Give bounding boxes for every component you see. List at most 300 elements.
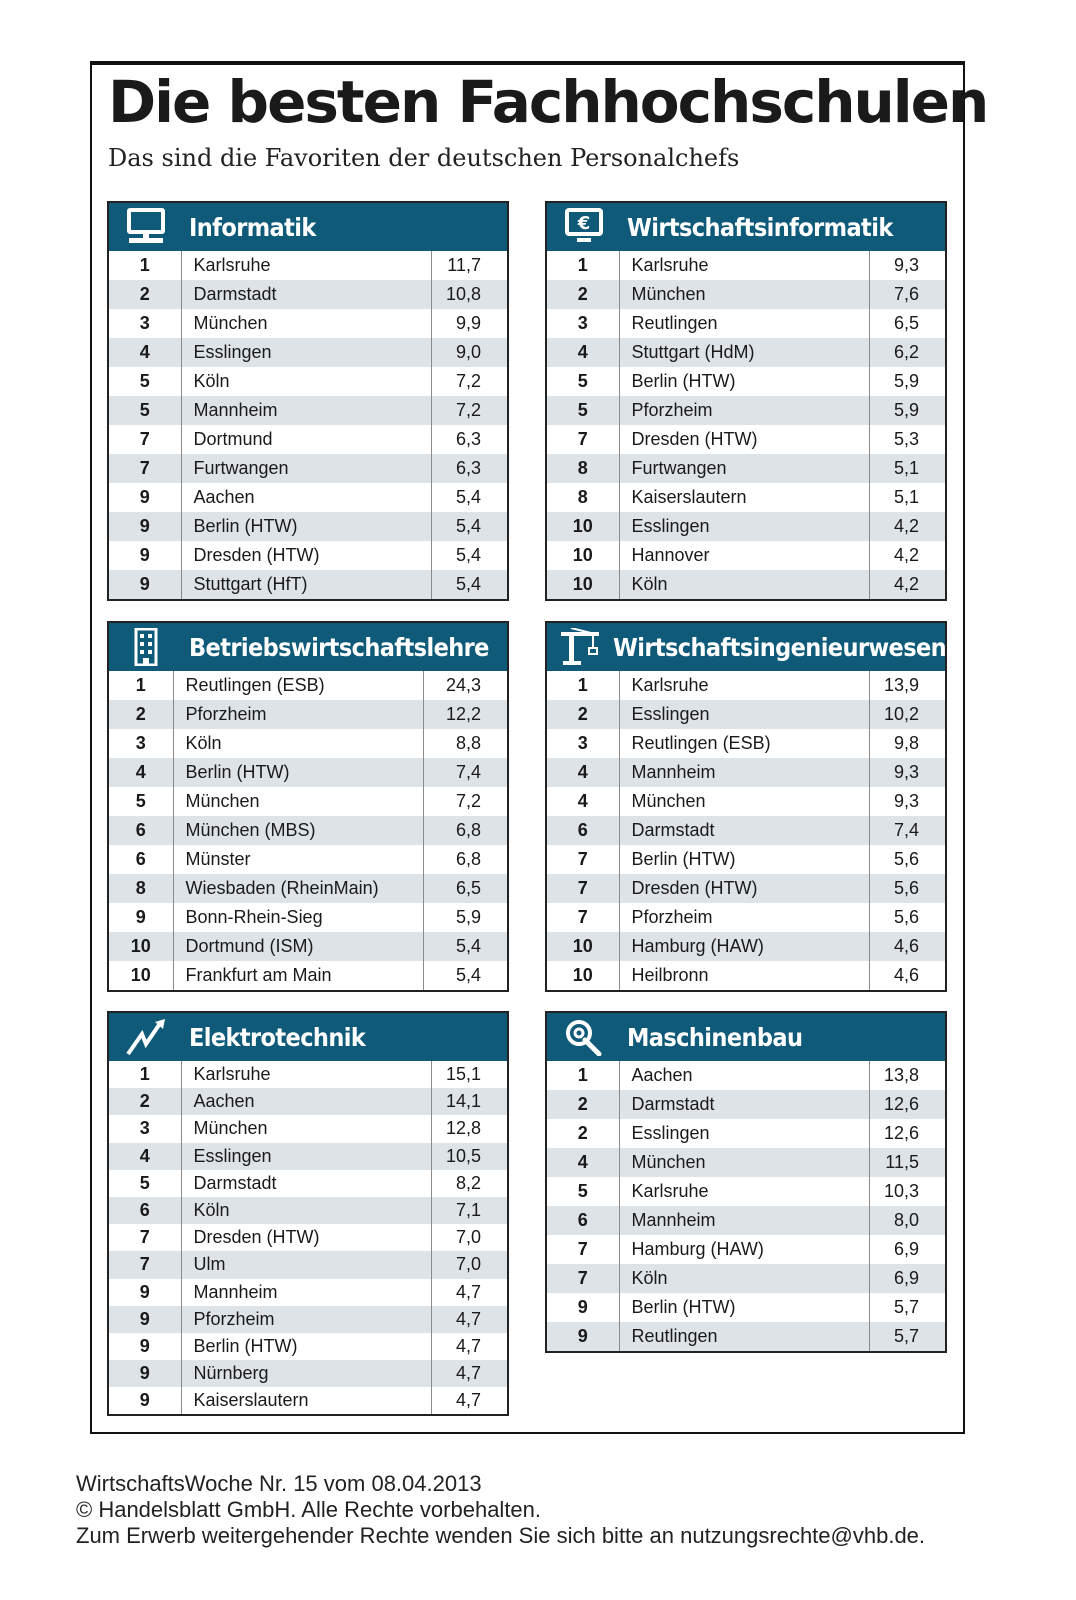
university-cell: Wiesbaden (RheinMain) bbox=[173, 874, 423, 903]
score-cell: 5,4 bbox=[431, 570, 507, 599]
footer-rights: Zum Erwerb weitergehender Rechte wenden Sie sich bitte an nutzungsrechte@vhb.de. bbox=[76, 1523, 926, 1548]
rank-cell: 7 bbox=[547, 874, 619, 903]
score-cell: 7,4 bbox=[869, 816, 945, 845]
rank-cell: 9 bbox=[109, 1306, 181, 1333]
university-cell: Berlin (HTW) bbox=[619, 1293, 869, 1322]
table-row bbox=[109, 1115, 507, 1142]
table-row bbox=[109, 1387, 507, 1414]
score-cell: 14,1 bbox=[431, 1088, 507, 1115]
score-cell: 6,9 bbox=[893, 1239, 919, 1259]
computer-icon bbox=[121, 206, 171, 248]
table-row bbox=[109, 903, 507, 932]
score-cell: 9,0 bbox=[431, 338, 507, 367]
score-cell: 7,4 bbox=[423, 758, 507, 787]
footer-source: WirtschaftsWoche Nr. 15 vom 08.04.2013 bbox=[76, 1471, 482, 1496]
rank-cell: 8 bbox=[547, 483, 619, 512]
rank-cell: 10 bbox=[109, 961, 173, 990]
table-row bbox=[547, 425, 945, 454]
rank-cell: 6 bbox=[547, 1206, 619, 1235]
rank-cell: 7 bbox=[547, 903, 619, 932]
score-cell: 7,6 bbox=[869, 280, 945, 309]
score-cell: 10,8 bbox=[431, 280, 507, 309]
table-row bbox=[109, 367, 507, 396]
university-cell: Köln bbox=[181, 367, 431, 396]
table-row bbox=[547, 570, 945, 599]
rank-cell: 9 bbox=[109, 1279, 181, 1306]
rank-cell: 9 bbox=[109, 1387, 181, 1414]
rank-cell: 9 bbox=[109, 570, 181, 599]
rank-cell: 1 bbox=[109, 671, 173, 700]
table-row bbox=[109, 541, 507, 570]
university-cell: Pforzheim bbox=[181, 1306, 431, 1333]
svg-text:€: € bbox=[577, 213, 591, 234]
score-cell: 5,4 bbox=[455, 487, 481, 507]
table-row bbox=[109, 512, 507, 541]
table-row bbox=[109, 845, 507, 874]
university-cell: Pforzheim bbox=[619, 396, 869, 425]
table-row bbox=[547, 1235, 945, 1264]
rank-cell: 10 bbox=[547, 512, 619, 541]
rank-cell: 7 bbox=[109, 1251, 181, 1278]
table-row bbox=[109, 758, 507, 787]
rank-cell: 7 bbox=[109, 454, 181, 483]
table-row bbox=[547, 1061, 945, 1090]
university-cell: München bbox=[619, 787, 869, 816]
score-cell: 5,4 bbox=[423, 932, 507, 961]
rank-cell: 5 bbox=[109, 787, 173, 816]
ranking-table bbox=[547, 671, 945, 990]
university-cell: Dortmund bbox=[181, 425, 431, 454]
score-cell: 24,3 bbox=[445, 675, 481, 695]
score-cell: 5,4 bbox=[431, 512, 507, 541]
university-cell: Hannover bbox=[619, 541, 869, 570]
table-row bbox=[547, 1264, 945, 1293]
university-cell: Esslingen bbox=[619, 700, 869, 729]
rank-cell: 10 bbox=[547, 570, 619, 599]
score-cell: 9,8 bbox=[893, 733, 919, 753]
university-cell: Berlin (HTW) bbox=[173, 758, 423, 787]
table-row bbox=[109, 1224, 507, 1251]
university-cell: Stuttgart (HfT) bbox=[181, 570, 431, 599]
table-row bbox=[109, 1088, 507, 1115]
rank-cell: 7 bbox=[547, 1264, 619, 1293]
score-cell: 5,6 bbox=[869, 874, 945, 903]
university-cell: Karlsruhe bbox=[619, 671, 869, 700]
table-row bbox=[109, 251, 507, 280]
table-row bbox=[547, 454, 945, 483]
table-row bbox=[547, 845, 945, 874]
university-cell: Berlin (HTW) bbox=[619, 367, 869, 396]
table-row bbox=[547, 874, 945, 903]
rank-cell: 7 bbox=[547, 1235, 619, 1264]
footer-copyright: © Handelsblatt GmbH. Alle Rechte vorbehalten. bbox=[76, 1497, 542, 1522]
panel-title: Wirtschaftsinformatik bbox=[627, 212, 893, 242]
university-cell: Mannheim bbox=[619, 758, 869, 787]
university-cell: Mannheim bbox=[181, 1279, 431, 1306]
rank-cell: 10 bbox=[547, 932, 619, 961]
table-row bbox=[547, 396, 945, 425]
panel-elektrotechnik bbox=[107, 1011, 509, 1416]
rank-cell: 6 bbox=[547, 816, 619, 845]
table-row bbox=[109, 396, 507, 425]
university-cell: Kaiserslautern bbox=[619, 483, 869, 512]
score-cell: 7,2 bbox=[455, 791, 481, 811]
table-row bbox=[547, 932, 945, 961]
table-row bbox=[547, 512, 945, 541]
score-cell: 12,2 bbox=[423, 700, 507, 729]
rank-cell: 6 bbox=[109, 1197, 181, 1224]
rank-cell: 4 bbox=[547, 1148, 619, 1177]
score-cell: 5,1 bbox=[869, 454, 945, 483]
table-row bbox=[109, 309, 507, 338]
table-row bbox=[109, 338, 507, 367]
university-cell: Heilbronn bbox=[619, 961, 869, 990]
table-row bbox=[547, 729, 945, 758]
university-cell: Münster bbox=[173, 845, 423, 874]
score-cell: 9,9 bbox=[455, 313, 481, 333]
table-row bbox=[547, 338, 945, 367]
rank-cell: 7 bbox=[547, 845, 619, 874]
lightning-icon bbox=[121, 1016, 171, 1058]
panel-header bbox=[547, 623, 945, 671]
table-row bbox=[109, 1061, 507, 1088]
table-row bbox=[109, 816, 507, 845]
score-cell: 12,6 bbox=[883, 1123, 919, 1143]
university-cell: Aachen bbox=[181, 1088, 431, 1115]
panel-informatik bbox=[107, 201, 509, 601]
table-row bbox=[547, 367, 945, 396]
university-cell: Karlsruhe bbox=[619, 1177, 869, 1206]
score-cell: 6,5 bbox=[423, 874, 507, 903]
table-row bbox=[547, 787, 945, 816]
table-row bbox=[547, 251, 945, 280]
rank-cell: 5 bbox=[547, 1177, 619, 1206]
rank-cell: 2 bbox=[547, 700, 619, 729]
university-cell: Esslingen bbox=[619, 512, 869, 541]
score-cell: 8,8 bbox=[455, 733, 481, 753]
euro-monitor-icon bbox=[559, 206, 609, 248]
university-cell: Kaiserslautern bbox=[181, 1387, 431, 1414]
rank-cell: 10 bbox=[109, 932, 173, 961]
table-row bbox=[547, 541, 945, 570]
university-cell: Berlin (HTW) bbox=[619, 845, 869, 874]
panel-header bbox=[109, 1013, 507, 1061]
ranking-table bbox=[109, 1061, 507, 1414]
university-cell: Esslingen bbox=[181, 338, 431, 367]
table-row bbox=[109, 671, 507, 700]
rank-cell: 5 bbox=[547, 367, 619, 396]
score-cell: 10,2 bbox=[869, 700, 945, 729]
table-row bbox=[547, 961, 945, 990]
panel-betriebswirtschaftslehre bbox=[107, 621, 509, 992]
rank-cell: 10 bbox=[547, 541, 619, 570]
rank-cell: 1 bbox=[109, 251, 181, 280]
score-cell: 7,2 bbox=[431, 396, 507, 425]
table-row bbox=[109, 1306, 507, 1333]
score-cell: 5,6 bbox=[893, 849, 919, 869]
university-cell: Frankfurt am Main bbox=[173, 961, 423, 990]
rank-cell: 3 bbox=[547, 309, 619, 338]
score-cell: 7,0 bbox=[455, 1227, 481, 1248]
rank-cell: 6 bbox=[109, 816, 173, 845]
table-row bbox=[547, 1119, 945, 1148]
rank-cell: 9 bbox=[109, 1333, 181, 1360]
university-cell: Ulm bbox=[181, 1251, 431, 1278]
table-row bbox=[109, 1170, 507, 1197]
rank-cell: 8 bbox=[109, 874, 173, 903]
panel-maschinenbau bbox=[545, 1011, 947, 1353]
panel-title: Informatik bbox=[189, 212, 316, 242]
rank-cell: 10 bbox=[547, 961, 619, 990]
score-cell: 9,3 bbox=[893, 255, 919, 275]
rank-cell: 2 bbox=[109, 700, 173, 729]
score-cell: 5,9 bbox=[455, 907, 481, 927]
table-row bbox=[547, 903, 945, 932]
university-cell: Köln bbox=[181, 1197, 431, 1224]
table-row bbox=[109, 483, 507, 512]
table-row bbox=[547, 1148, 945, 1177]
score-cell: 10,5 bbox=[431, 1143, 507, 1170]
university-cell: Darmstadt bbox=[181, 1170, 431, 1197]
university-cell: Esslingen bbox=[181, 1143, 431, 1170]
rank-cell: 9 bbox=[109, 512, 181, 541]
score-cell: 6,9 bbox=[869, 1264, 945, 1293]
rank-cell: 9 bbox=[109, 903, 173, 932]
table-row bbox=[547, 483, 945, 512]
rank-cell: 5 bbox=[109, 1170, 181, 1197]
rank-cell: 5 bbox=[109, 367, 181, 396]
score-cell: 15,1 bbox=[445, 1064, 481, 1085]
rank-cell: 2 bbox=[547, 280, 619, 309]
panel-title: Maschinenbau bbox=[627, 1022, 803, 1052]
rank-cell: 4 bbox=[109, 1143, 181, 1170]
score-cell: 5,6 bbox=[893, 907, 919, 927]
rank-cell: 4 bbox=[547, 758, 619, 787]
score-cell: 5,4 bbox=[455, 965, 481, 985]
rank-cell: 7 bbox=[109, 425, 181, 454]
university-cell: Reutlingen bbox=[619, 309, 869, 338]
university-cell: Köln bbox=[173, 729, 423, 758]
university-cell: Dresden (HTW) bbox=[619, 425, 869, 454]
table-row bbox=[109, 425, 507, 454]
university-cell: Karlsruhe bbox=[619, 251, 869, 280]
score-cell: 7,1 bbox=[431, 1197, 507, 1224]
score-cell: 8,2 bbox=[455, 1172, 481, 1193]
panel-header bbox=[109, 623, 507, 671]
score-cell: 4,6 bbox=[869, 932, 945, 961]
panel-header bbox=[109, 203, 507, 251]
score-cell: 12,8 bbox=[445, 1118, 481, 1139]
university-cell: Pforzheim bbox=[173, 700, 423, 729]
university-cell: Dresden (HTW) bbox=[619, 874, 869, 903]
table-row bbox=[547, 1293, 945, 1322]
rank-cell: 1 bbox=[109, 1061, 181, 1088]
table-row bbox=[547, 1177, 945, 1206]
score-cell: 4,2 bbox=[893, 545, 919, 565]
rank-cell: 9 bbox=[547, 1293, 619, 1322]
university-cell: München bbox=[619, 1148, 869, 1177]
rank-cell: 6 bbox=[109, 845, 173, 874]
table-row bbox=[547, 1090, 945, 1119]
rank-cell: 9 bbox=[109, 541, 181, 570]
copyright-footer bbox=[76, 1471, 925, 1549]
university-cell: Karlsruhe bbox=[181, 251, 431, 280]
table-row bbox=[547, 671, 945, 700]
table-row bbox=[109, 932, 507, 961]
rank-cell: 4 bbox=[547, 338, 619, 367]
university-cell: München (MBS) bbox=[173, 816, 423, 845]
table-row bbox=[109, 787, 507, 816]
score-cell: 5,4 bbox=[455, 545, 481, 565]
table-row bbox=[547, 816, 945, 845]
rank-cell: 4 bbox=[109, 338, 181, 367]
score-cell: 5,7 bbox=[893, 1297, 919, 1317]
panel-title: Elektrotechnik bbox=[189, 1022, 366, 1052]
rank-cell: 9 bbox=[109, 483, 181, 512]
page-subtitle: Das sind die Favoriten der deutschen Personalchefs bbox=[108, 144, 740, 172]
university-cell: Aachen bbox=[619, 1061, 869, 1090]
score-cell: 13,8 bbox=[883, 1065, 919, 1085]
university-cell: Berlin (HTW) bbox=[181, 512, 431, 541]
score-cell: 4,7 bbox=[431, 1306, 507, 1333]
score-cell: 6,2 bbox=[869, 338, 945, 367]
table-row bbox=[547, 700, 945, 729]
rank-cell: 1 bbox=[547, 1061, 619, 1090]
rank-cell: 2 bbox=[109, 280, 181, 309]
university-cell: Darmstadt bbox=[181, 280, 431, 309]
university-cell: Reutlingen (ESB) bbox=[173, 671, 423, 700]
score-cell: 12,6 bbox=[869, 1090, 945, 1119]
score-cell: 5,9 bbox=[869, 396, 945, 425]
ranking-table bbox=[547, 251, 945, 599]
rank-cell: 2 bbox=[109, 1088, 181, 1115]
panel-header bbox=[547, 1013, 945, 1061]
table-row bbox=[109, 280, 507, 309]
table-row bbox=[547, 1206, 945, 1235]
table-row bbox=[547, 1322, 945, 1351]
score-cell: 4,7 bbox=[431, 1360, 507, 1387]
university-cell: Hamburg (HAW) bbox=[619, 932, 869, 961]
university-cell: München bbox=[181, 1115, 431, 1142]
panel-title: Betriebswirtschaftslehre bbox=[189, 632, 489, 662]
table-row bbox=[109, 1279, 507, 1306]
table-row bbox=[109, 1333, 507, 1360]
table-row bbox=[109, 729, 507, 758]
score-cell: 8,0 bbox=[869, 1206, 945, 1235]
score-cell: 11,7 bbox=[447, 255, 481, 275]
university-cell: Reutlingen (ESB) bbox=[619, 729, 869, 758]
score-cell: 4,7 bbox=[455, 1335, 481, 1356]
ranking-table bbox=[547, 1061, 945, 1351]
university-cell: Berlin (HTW) bbox=[181, 1333, 431, 1360]
table-row bbox=[547, 758, 945, 787]
rank-cell: 3 bbox=[109, 729, 173, 758]
rank-cell: 4 bbox=[109, 758, 173, 787]
score-cell: 5,9 bbox=[893, 371, 919, 391]
table-row bbox=[547, 309, 945, 338]
university-cell: München bbox=[181, 309, 431, 338]
university-cell: Esslingen bbox=[619, 1119, 869, 1148]
university-cell: Bonn-Rhein-Sieg bbox=[173, 903, 423, 932]
ranking-table bbox=[109, 671, 507, 990]
table-row bbox=[109, 1197, 507, 1224]
table-row bbox=[109, 1251, 507, 1278]
university-cell: Furtwangen bbox=[619, 454, 869, 483]
score-cell: 6,5 bbox=[893, 313, 919, 333]
score-cell: 4,6 bbox=[893, 965, 919, 985]
university-cell: München bbox=[619, 280, 869, 309]
table-row bbox=[109, 700, 507, 729]
score-cell: 5,7 bbox=[869, 1322, 945, 1351]
university-cell: Pforzheim bbox=[619, 903, 869, 932]
page-title: Die besten Fachhochschulen bbox=[108, 68, 988, 136]
university-cell: Darmstadt bbox=[619, 1090, 869, 1119]
university-cell: Hamburg (HAW) bbox=[619, 1235, 869, 1264]
score-cell: 4,2 bbox=[869, 512, 945, 541]
rank-cell: 3 bbox=[547, 729, 619, 758]
score-cell: 5,1 bbox=[893, 487, 919, 507]
university-cell: Mannheim bbox=[619, 1206, 869, 1235]
score-cell: 6,8 bbox=[455, 849, 481, 869]
university-cell: Dresden (HTW) bbox=[181, 1224, 431, 1251]
score-cell: 5,3 bbox=[893, 429, 919, 449]
rank-cell: 5 bbox=[109, 396, 181, 425]
rank-cell: 3 bbox=[109, 309, 181, 338]
university-cell: Dortmund (ISM) bbox=[173, 932, 423, 961]
university-cell: Dresden (HTW) bbox=[181, 541, 431, 570]
rank-cell: 8 bbox=[547, 454, 619, 483]
panel-header bbox=[547, 203, 945, 251]
score-cell: 13,9 bbox=[883, 675, 919, 695]
university-cell: Köln bbox=[619, 570, 869, 599]
office-building-icon bbox=[121, 626, 171, 668]
score-cell: 4,2 bbox=[869, 570, 945, 599]
table-row bbox=[109, 1360, 507, 1387]
rank-cell: 4 bbox=[547, 787, 619, 816]
crane-icon bbox=[559, 626, 601, 668]
university-cell: Mannheim bbox=[181, 396, 431, 425]
score-cell: 4,7 bbox=[455, 1390, 481, 1411]
university-cell: Darmstadt bbox=[619, 816, 869, 845]
rank-cell: 7 bbox=[547, 425, 619, 454]
score-cell: 9,3 bbox=[893, 791, 919, 811]
panel-wirtschaftsingenieurwesen bbox=[545, 621, 947, 992]
university-cell: München bbox=[173, 787, 423, 816]
university-cell: Köln bbox=[619, 1264, 869, 1293]
table-row bbox=[547, 280, 945, 309]
rank-cell: 9 bbox=[547, 1322, 619, 1351]
rank-cell: 2 bbox=[547, 1090, 619, 1119]
panel-wirtschaftsinformatik bbox=[545, 201, 947, 601]
rank-cell: 1 bbox=[547, 671, 619, 700]
rank-cell: 9 bbox=[109, 1360, 181, 1387]
table-row bbox=[109, 961, 507, 990]
score-cell: 6,3 bbox=[431, 454, 507, 483]
table-row bbox=[109, 1143, 507, 1170]
university-cell: Karlsruhe bbox=[181, 1061, 431, 1088]
score-cell: 7,0 bbox=[431, 1251, 507, 1278]
table-row bbox=[109, 874, 507, 903]
gear-wrench-icon bbox=[559, 1016, 609, 1058]
university-cell: Aachen bbox=[181, 483, 431, 512]
university-cell: Furtwangen bbox=[181, 454, 431, 483]
rank-cell: 3 bbox=[109, 1115, 181, 1142]
rank-cell: 7 bbox=[109, 1224, 181, 1251]
score-cell: 9,3 bbox=[869, 758, 945, 787]
score-cell: 4,7 bbox=[455, 1281, 481, 1302]
ranking-table bbox=[109, 251, 507, 599]
table-row bbox=[109, 570, 507, 599]
